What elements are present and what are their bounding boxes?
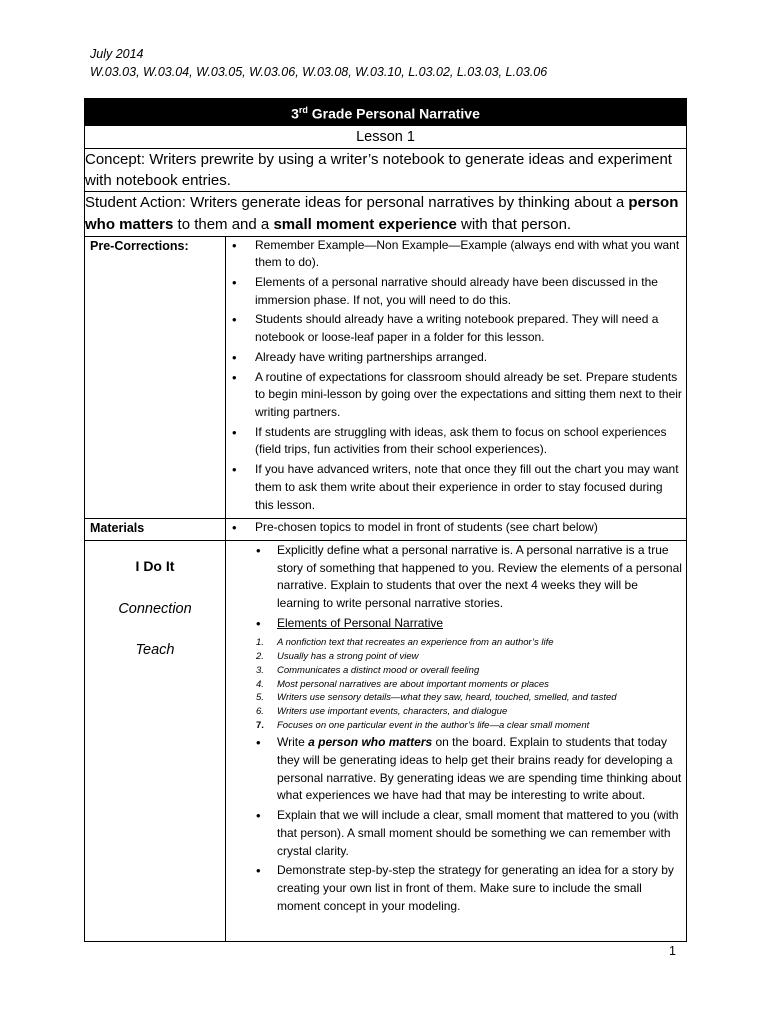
element-item: 4. Most personal narratives are about important moments or places	[256, 678, 549, 690]
list-item: • Explain that we will include a clear, small moment that mattered to you (with that person). A small moment should be something we can remember with crystal clarity.	[226, 807, 682, 860]
list-item: • Demonstrate step-by-step the strategy for generating an idea for a story by creating your own list in front of them. Make sure to include the small moment concept in your modeling.	[226, 862, 682, 915]
list-item	[226, 615, 682, 633]
list-item: • Remember Example—Non Example—Example (always end with what you want them to do).	[226, 237, 682, 272]
concept-statement: Concept: Writers prewrite by using a writer’s notebook to generate ideas and experiment with notebook entries.	[85, 148, 687, 191]
elements-heading: Elements of Personal Narrative	[277, 615, 444, 630]
list-item: • Write a person who matters on the board. Explain to students that today they will be generating ideas to help get their brains ready for developing a personal narrative. By generating ideas we are spending time thinking about what experiences we have had that may be interesting to write about.	[226, 734, 682, 805]
element-item: 1. A nonfiction text that recreates an experience from an author’s life	[256, 637, 554, 649]
i-do-it-list-continued	[226, 734, 686, 919]
i-do-it-list	[226, 541, 686, 637]
list-item: • Elements of a personal narrative should already have been discussed in the immersion phase. If not, you will need to do this.	[226, 274, 682, 309]
list-item: • If students are struggling with ideas, ask them to focus on school experiences (field trips, fun activities from their school experiences).	[226, 424, 682, 459]
element-item: 3. Communicates a distinct mood or overall feeling	[256, 664, 480, 676]
header-standards: W.03.03, W.03.04, W.03.05, W.03.06, W.03.08, W.03.10, L.03.02, L.03.03, L.03.06	[90, 65, 548, 79]
i-do-it-label: I Do It	[135, 557, 175, 574]
element-item: 7. Focuses on one particular event in the author’s life—a clear small moment	[256, 719, 590, 731]
element-item: 5. Writers use sensory details—what they saw, heard, touched, smelled, and tasted	[256, 692, 617, 704]
list-item: • Explicitly define what a personal narrative is. A personal narrative is a true story of something that happened to you. Review the elements of a personal narrative. Explain to students that over the next 4 weeks they will be learning to write personal narrative stories.	[226, 542, 682, 613]
lesson-number: Lesson 1	[85, 125, 687, 148]
page-number: 1	[669, 944, 676, 958]
list-item: • A routine of expectations for classroom should already be set. Prepare students to begin mini-lesson by going over the expectations and sitting them next to their writing partners.	[226, 369, 682, 422]
precorrections-list	[226, 237, 686, 519]
header-date: July 2014	[90, 47, 144, 61]
element-item: 2. Usually has a strong point of view	[256, 651, 419, 663]
precorrections-label: Pre-Corrections:	[85, 236, 226, 519]
elements-list	[226, 636, 686, 732]
lesson-table	[84, 98, 687, 942]
element-item: 6. Writers use important events, characters, and dialogue	[256, 705, 508, 717]
student-action-statement: Student Action: Writers generate ideas for personal narratives by thinking about a person who matters to them and a small moment experience with that person.	[85, 191, 687, 236]
teach-label: Teach	[135, 641, 175, 658]
i-do-it-label-cell	[85, 540, 226, 941]
list-item: • Students should already have a writing notebook prepared. They will need a notebook or loose-leaf paper in a folder for this lesson.	[226, 311, 682, 346]
list-item: • Pre-chosen topics to model in front of students (see chart below)	[226, 519, 682, 537]
materials-content	[226, 519, 687, 541]
list-item: • If you have advanced writers, note that once they fill out the chart you may want them to ask them write about their experience in order to stay focused during this lesson.	[226, 461, 682, 514]
materials-label: Materials	[85, 519, 226, 541]
connection-label: Connection	[118, 600, 192, 617]
list-item: • Already have writing partnerships arranged.	[226, 349, 682, 367]
i-do-it-content	[226, 540, 687, 941]
precorrections-content	[226, 236, 687, 519]
lesson-title: 3rd Grade Personal Narrative	[85, 99, 687, 126]
materials-list	[226, 519, 686, 540]
